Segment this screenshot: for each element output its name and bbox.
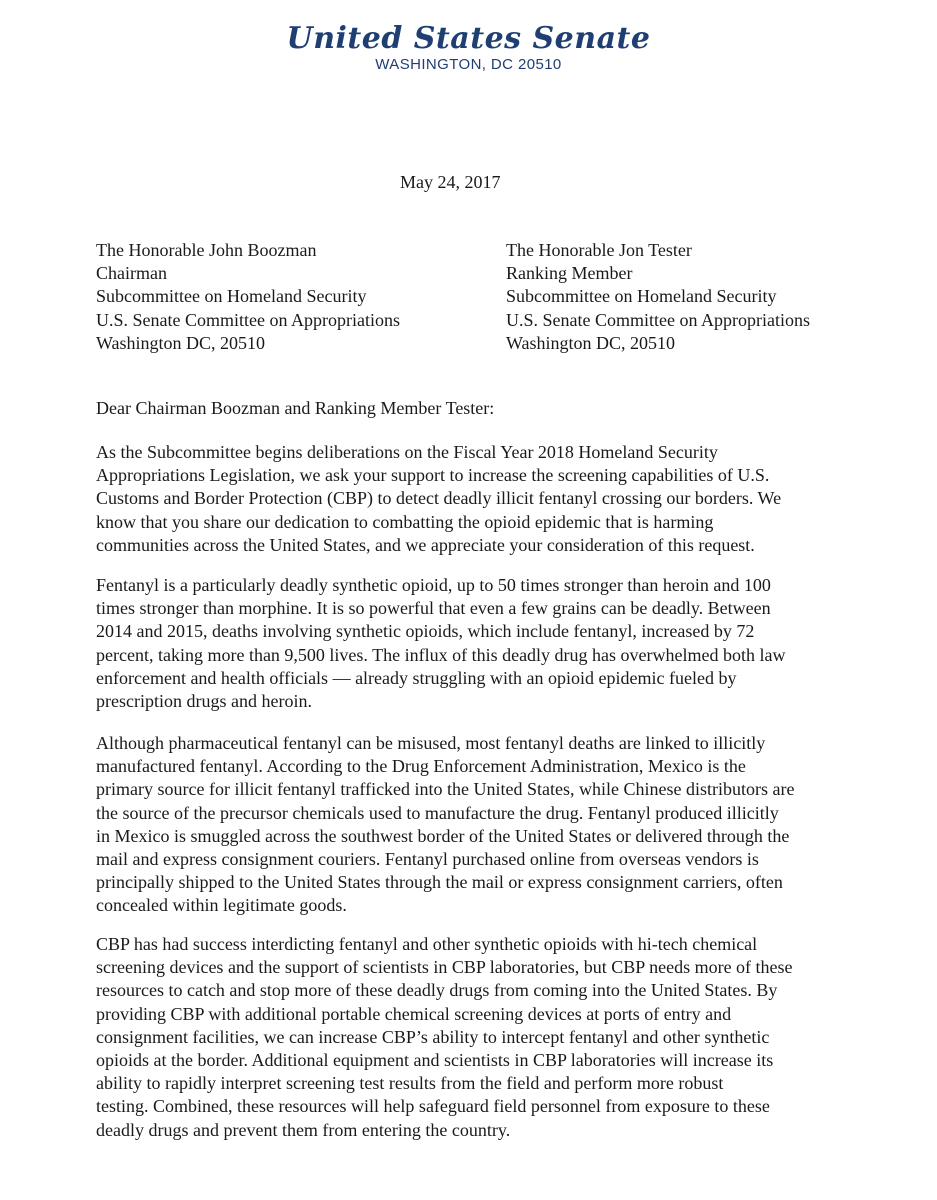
body-paragraph-4 <box>96 933 854 1142</box>
paragraph-line: resources to catch and stop more of these deadly drugs from coming into the United States. By <box>96 980 778 1001</box>
paragraph-line: know that you share our dedication to combatting the opioid epidemic that is harming <box>96 511 714 532</box>
recipient-line: U.S. Senate Committee on Appropriations <box>506 309 810 330</box>
letter-date: May 24, 2017 <box>400 172 501 192</box>
recipient-line: U.S. Senate Committee on Appropriations <box>96 309 400 330</box>
recipient-block-chairman <box>96 239 400 355</box>
senate-name: United States Senate <box>286 21 651 56</box>
recipient-line: Ranking Member <box>506 263 633 284</box>
paragraph-line: CBP has had success interdicting fentanyl and other synthetic opioids with hi-tech chemical <box>96 934 758 954</box>
paragraph-line: deadly drugs and prevent them from entering the country. <box>96 1119 511 1140</box>
recipient-line: Subcommittee on Homeland Security <box>506 286 777 307</box>
paragraph-line: consignment facilities, we can increase CBP’s ability to intercept fentanyl and other synthetic <box>96 1026 770 1047</box>
body-paragraph-2 <box>96 574 854 713</box>
paragraph-line: percent, taking more than 9,500 lives. The influx of this deadly drug has overwhelmed both law <box>96 644 786 665</box>
paragraph-line: 2014 and 2015, deaths involving synthetic opioids, which include fentanyl, increased by 72 <box>96 621 755 642</box>
paragraph-line: communities across the United States, and we appreciate your consideration of this request. <box>96 534 755 555</box>
paragraph-line: enforcement and health officials — already struggling with an opioid epidemic fueled by <box>96 667 737 688</box>
salutation: Dear Chairman Boozman and Ranking Member Tester: <box>96 398 495 418</box>
recipient-line: Chairman <box>96 263 167 284</box>
paragraph-line: Although pharmaceutical fentanyl can be misused, most fentanyl deaths are linked to illicitly <box>96 733 766 753</box>
body-paragraph-3 <box>96 732 854 918</box>
paragraph-line: primary source for illicit fentanyl trafficked into the United States, while Chinese distributors are <box>96 779 795 800</box>
recipient-line: The Honorable Jon Tester <box>506 240 692 260</box>
paragraph-line: mail and express consignment couriers. Fentanyl purchased online from overseas vendors is <box>96 849 759 870</box>
paragraph-line: As the Subcommittee begins deliberations on the Fiscal Year 2018 Homeland Security <box>96 442 718 462</box>
paragraph-line: the source of the precursor chemicals used to manufacture the drug. Fentanyl produced illicitly <box>96 802 779 823</box>
paragraph-line: testing. Combined, these resources will help safeguard field personnel from exposure to these <box>96 1096 770 1117</box>
paragraph-line: manufactured fentanyl. According to the Drug Enforcement Administration, Mexico is the <box>96 756 746 777</box>
letterhead <box>0 20 937 73</box>
paragraph-line: concealed within legitimate goods. <box>96 895 347 916</box>
recipient-line: Washington DC, 20510 <box>96 332 266 353</box>
paragraph-line: opioids at the border. Additional equipment and scientists in CBP laboratories will increase its <box>96 1050 774 1071</box>
paragraph-line: principally shipped to the United States through the mail or express consignment carriers, often <box>96 872 783 893</box>
recipient-line: The Honorable John Boozman <box>96 240 317 260</box>
recipient-block-ranking-member <box>506 239 810 355</box>
paragraph-line: prescription drugs and heroin. <box>96 691 312 712</box>
paragraph-line: providing CBP with additional portable chemical screening devices at ports of entry and <box>96 1003 732 1024</box>
paragraph-line: Customs and Border Protection (CBP) to detect deadly illicit fentanyl crossing our borders. We <box>96 488 782 509</box>
recipient-line: Subcommittee on Homeland Security <box>96 286 367 307</box>
paragraph-line: Appropriations Legislation, we ask your support to increase the screening capabilities of U.S. <box>96 465 770 486</box>
paragraph-line: times stronger than morphine. It is so powerful that even a few grains can be deadly. Between <box>96 598 771 619</box>
body-paragraph-1 <box>96 441 854 557</box>
senate-address: WASHINGTON, DC 20510 <box>375 56 562 73</box>
paragraph-line: in Mexico is smuggled across the southwest border of the United States or delivered through the <box>96 825 790 846</box>
paragraph-line: Fentanyl is a particularly deadly synthetic opioid, up to 50 times stronger than heroin and 100 <box>96 575 771 595</box>
paragraph-line: screening devices and the support of scientists in CBP laboratories, but CBP needs more of these <box>96 957 793 978</box>
recipient-line: Washington DC, 20510 <box>506 332 676 353</box>
paragraph-line: ability to rapidly interpret screening test results from the field and perform more robust <box>96 1073 724 1094</box>
